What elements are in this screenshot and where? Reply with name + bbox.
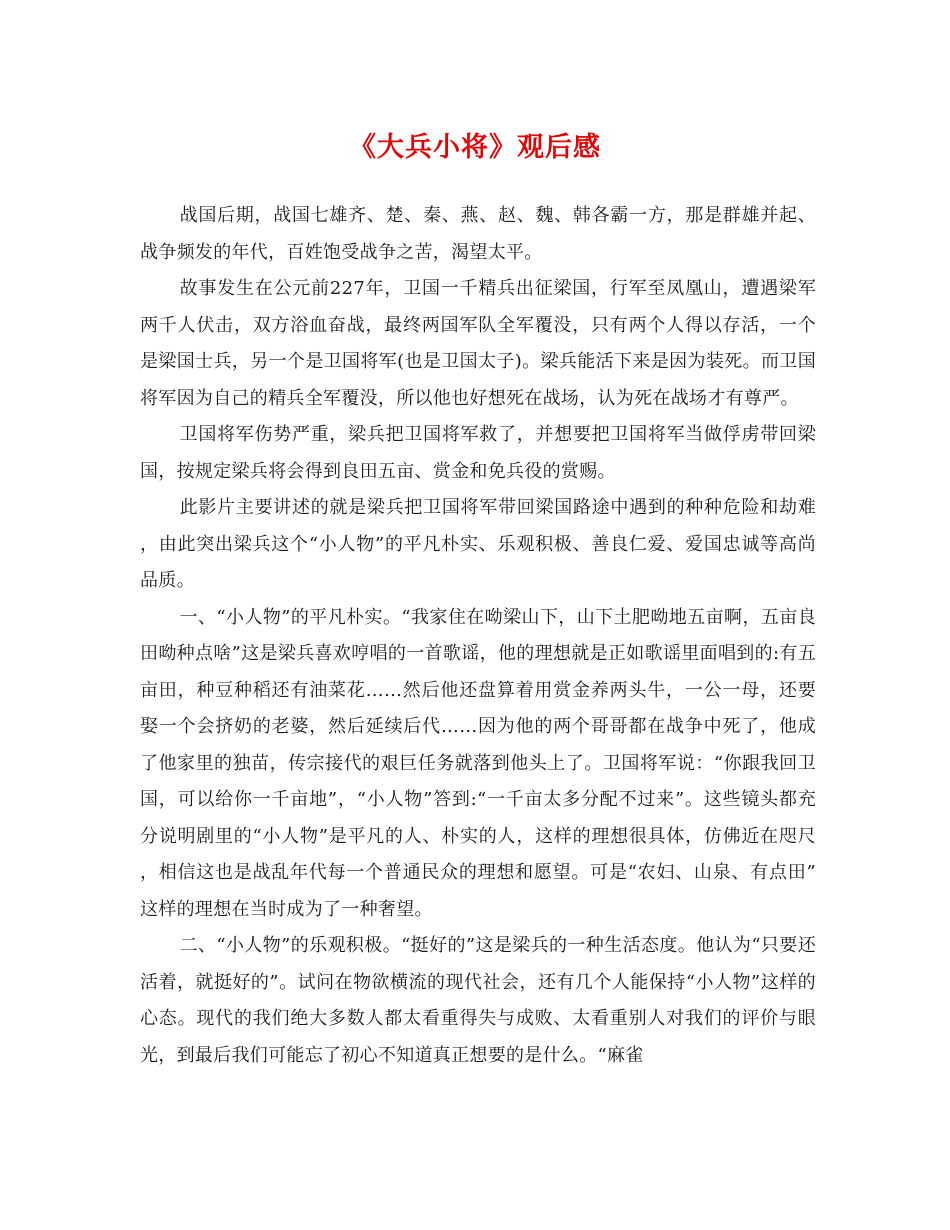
paragraph-summary: 此影片主要讲述的就是梁兵把卫国将军带回梁国路途中遇到的种种危险和劫难，由此突出梁兵这个“小人物”的平凡朴实、乐观积极、善良仁爱、爱国忠诚等高尚品质。 xyxy=(140,497,816,591)
paragraph-point-one: 一、“小人物”的平凡朴实。“我家住在呦梁山下，山下土肥呦地五亩啊，五亩良田呦种点啥”这是梁兵喜欢哼唱的一首歌谣，他的理想就是正如歌谣里面唱到的:有五亩田，种豆种稻还有油菜花……然后他还盘算着用赏金养两头牛，一公一母，还要娶一个会挤奶的老婆，然后延续后代……因为他的两个哥哥都在战争中死了，他成了他家里的独苗，传宗接代的艰巨任务就落到他头上了。卫国将军说：“你跟我回卫国，可以给你一千亩地”，“小人物”答到:“一千亩太多分配不过来”。这些镜头都充分说明剧里的“小人物”是平凡的人、朴实的人，这样的理想很具体，仿佛近在咫尺，相信这也是战乱年代每一个普通民众的理想和愿望。可是“农妇、山泉、有点田”这样的理想在当时成为了一种奢望。 xyxy=(140,606,816,920)
paragraph-intro: 战国后期，战国七雄齐、楚、秦、燕、赵、魏、韩各霸一方，那是群雄并起、战争频发的年代，百姓饱受战争之苦，渴望太平。 xyxy=(140,205,816,263)
document-title: 《大兵小将》观后感 xyxy=(349,132,601,163)
paragraph-point-two: 二、“小人物”的乐观积极。“挺好的”这是梁兵的一种生活态度。他认为“只要还活着，就挺好的”。试问在物欲横流的现代社会，还有几个人能保持“小人物”这样的心态。现代的我们绝大多数人都太看重得失与成败、太看重别人对我们的评价与眼光，到最后我们可能忘了初心不知道真正想要的是什么。“麻雀 xyxy=(140,935,816,1066)
paragraph-rescue: 卫国将军伤势严重，梁兵把卫国将军救了，并想要把卫国将军当做俘虏带回梁国，按规定梁兵将会得到良田五亩、赏金和免兵役的赏赐。 xyxy=(140,424,816,482)
paragraph-story: 故事发生在公元前227年，卫国一千精兵出征梁国，行军至凤凰山，遭遇梁军两千人伏击，双方浴血奋战，最终两国军队全军覆没，只有两个人得以存活，一个是梁国士兵，另一个是卫国将军(也是卫国太子)。梁兵能活下来是因为装死。而卫国将军因为自己的精兵全军覆没，所以他也好想死在战场，认为死在战场才有尊严。 xyxy=(140,278,816,409)
document-body xyxy=(140,198,816,1074)
